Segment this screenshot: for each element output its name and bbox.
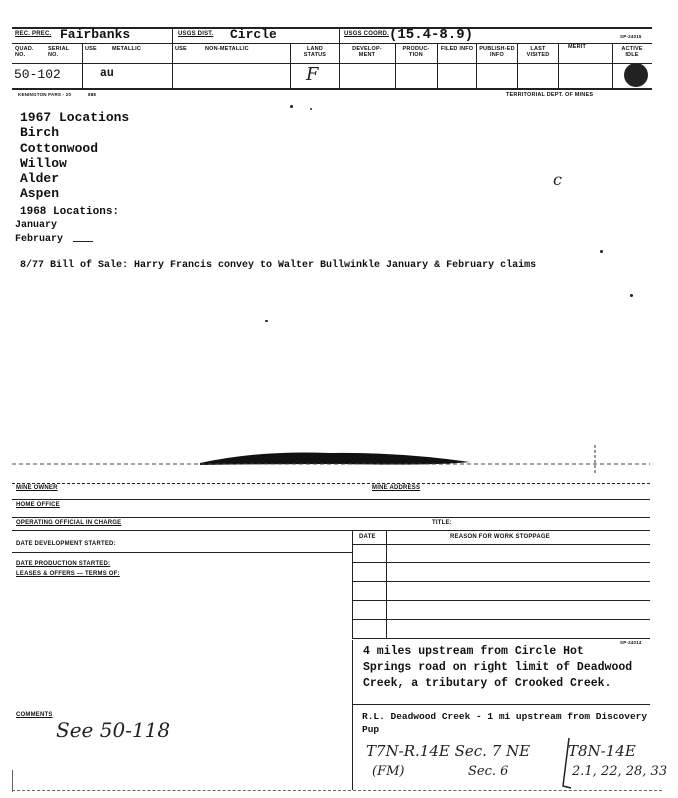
land-status-value: F	[306, 64, 319, 85]
home-office-label: HOME OFFICE	[16, 502, 60, 508]
col-divider	[476, 43, 477, 88]
mine-address-label: MINE ADDRESS	[372, 485, 421, 491]
bill-of-sale: 8/77 Bill of Sale: Harry Francis convey to Walter Bullwinkle January & February claims	[20, 260, 537, 271]
col-divider	[517, 43, 518, 88]
title-rule	[12, 530, 650, 531]
non-metallic-header: NON-METALLIC	[205, 46, 249, 52]
serial-value: 50-102	[14, 67, 61, 82]
col-divider	[558, 43, 559, 88]
location-box-left	[352, 640, 353, 790]
mine-owner-rule	[12, 483, 650, 484]
printer-note: KENINGTON PARS - 20	[18, 92, 72, 97]
home-office-rule	[12, 499, 650, 500]
title-label: TITLE:	[432, 520, 452, 526]
territorial-dept: TERRITORIAL DEPT. OF MINES	[506, 92, 594, 98]
rec-prec-label: REC. PREC.	[15, 31, 52, 37]
header-data-rule	[12, 63, 652, 64]
stoppage-row	[352, 581, 650, 582]
col-divider	[172, 27, 173, 88]
dev-started-label: DATE DEVELOPMENT STARTED:	[16, 541, 116, 547]
merit-header: MERIT	[568, 44, 587, 50]
rl-note: R.L. Deadwood Creek - 1 mi upstream from Discovery Pup	[362, 711, 648, 735]
location-1967: Aspen	[20, 186, 60, 201]
form-number: SP-24015	[620, 34, 642, 39]
leases-label: LEASES & OFFERS — TERMS OF:	[16, 571, 120, 577]
usgs-coord-value: (15.4-8.9)	[389, 27, 474, 43]
pen-mark: c	[553, 170, 562, 189]
map-ref-note-2: 2.1, 22, 28, 33	[572, 764, 668, 779]
meridian-note: (FM)	[372, 764, 405, 779]
map-ref-note: T8N-14E	[568, 742, 636, 760]
location-1967: Cottonwood	[20, 141, 99, 156]
location-1967: Alder	[20, 171, 60, 186]
dash-mark	[73, 241, 93, 242]
col-divider	[437, 43, 438, 88]
active-status-dot	[624, 63, 648, 87]
usgs-dist-label: USGS DIST.	[178, 31, 214, 37]
stoppage-table-divider	[386, 530, 387, 638]
header-bottom-rule	[12, 88, 652, 90]
comments-label: COMMENTS	[16, 712, 53, 718]
stoppage-table-left	[352, 530, 353, 638]
heading-1968: 1968 Locations:	[20, 206, 120, 218]
col-divider	[339, 27, 340, 88]
location-1968: January	[15, 220, 58, 231]
production-header: PRODUC-TION	[402, 46, 430, 58]
usgs-dist-value: Circle	[230, 27, 277, 42]
bottom-left-edge	[12, 770, 13, 792]
stoppage-row	[352, 638, 650, 639]
speck	[630, 294, 633, 297]
rec-prec-value: Fairbanks	[60, 27, 131, 42]
development-header: DEVELOP-MENT	[352, 46, 382, 58]
location-1967: Willow	[20, 156, 67, 171]
active-idle-header: ACTIVE IDLE	[621, 46, 643, 58]
dev-rule	[12, 552, 352, 553]
location-1967: Birch	[20, 125, 60, 140]
stoppage-row	[352, 600, 650, 601]
stoppage-row	[352, 619, 650, 620]
location-rule	[352, 704, 650, 705]
col-divider	[395, 43, 396, 88]
stoppage-row	[352, 544, 650, 545]
published-info-header: PUBLISH-ED INFO	[479, 46, 515, 58]
use-header: USE	[85, 46, 97, 52]
comments-note: See 50-118	[56, 718, 171, 742]
speck	[600, 250, 603, 253]
usgs-coord-label: USGS COORD.	[344, 31, 389, 37]
use-header-2: USE	[175, 46, 187, 52]
township-note: T7N-R.14E Sec. 7 NE	[366, 742, 531, 760]
col-divider	[290, 43, 291, 88]
location-description: 4 miles upstream from Circle Hot Springs road on right limit of Deadwood Creek, a tributary of Crooked Creek.	[363, 645, 633, 690]
operating-official-label: OPERATING OFFICIAL IN CHARGE	[16, 520, 122, 526]
operating-rule	[12, 517, 650, 518]
printer-number: 888	[88, 92, 97, 97]
section-note: Sec. 6	[468, 764, 509, 779]
bracket-stroke	[563, 738, 571, 788]
bracket-mark	[555, 736, 575, 791]
col-divider	[82, 43, 83, 88]
col-divider	[612, 43, 613, 88]
land-status-header: LAND STATUS	[303, 46, 327, 58]
speck	[310, 108, 312, 110]
metallic-header: METALLIC	[112, 46, 141, 52]
mine-owner-label: MINE OWNER	[16, 485, 58, 491]
form-number-2: SP-24014	[620, 640, 642, 645]
metallic-value: au	[100, 67, 114, 80]
speck	[290, 105, 293, 108]
reason-header: REASON FOR WORK STOPPAGE	[450, 534, 550, 540]
tear-smudge	[0, 440, 678, 480]
smudge-shape	[200, 452, 470, 465]
stoppage-row	[352, 562, 650, 563]
speck	[265, 320, 268, 322]
prod-started-label: DATE PRODUCTION STARTED:	[16, 561, 111, 567]
header-mid-rule	[12, 43, 652, 44]
serial-no-header: SERIAL NO.	[48, 46, 70, 58]
location-1968: February	[15, 234, 64, 245]
quad-no-header: QUAD. NO.	[15, 46, 34, 58]
date-header: DATE	[359, 534, 376, 540]
bottom-edge	[12, 790, 662, 791]
filed-info-header: FILED INFO	[440, 46, 474, 52]
last-visited-header: LAST VISITED	[526, 46, 550, 58]
heading-1967: 1967 Locations	[20, 110, 130, 125]
